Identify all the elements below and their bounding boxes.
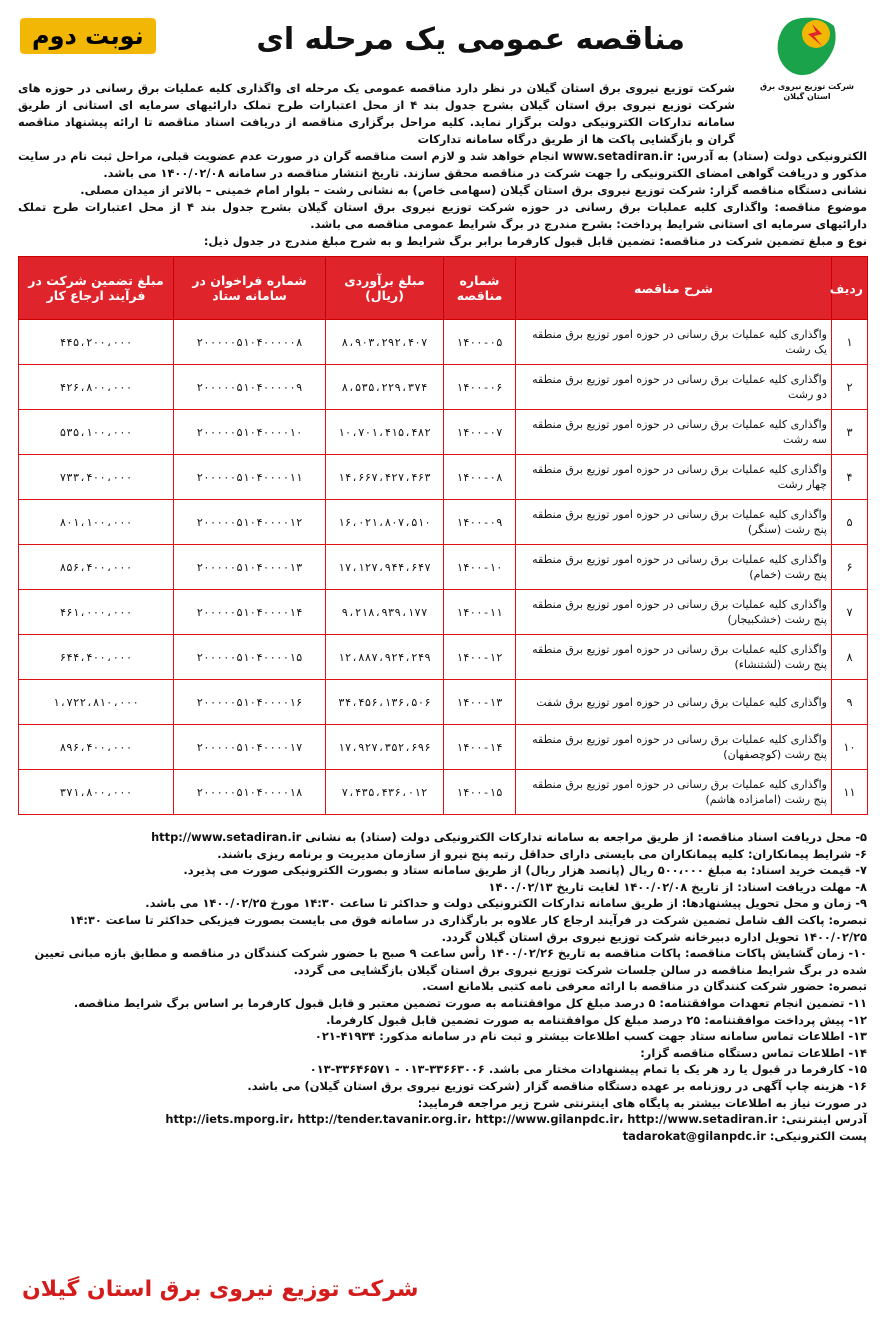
column-header: شماره مناقصه: [444, 257, 516, 320]
estimated-amount: ۸،۹۰۳،۲۹۲،۴۰۷: [326, 320, 444, 365]
table-row: [19, 320, 868, 365]
guarantee-amount: ۴۶۱،۰۰۰،۰۰۰: [19, 590, 174, 635]
row-description: واگذاری کلیه عملیات برق رسانی در حوزه امور توزیع برق منطقه پنج رشت (امامزاده هاشم): [516, 770, 832, 815]
condition-item: ۱۶- هزینه چاپ آگهی در روزنامه بر عهده دستگاه مناقصه گزار (شرکت توزیع نیروی برق استان گیلان) می باشد.: [247, 1078, 867, 1093]
setad-call-number: ۲۰۰۰۰۰۵۱۰۴۰۰۰۰۱۷: [174, 725, 326, 770]
setad-call-number: ۲۰۰۰۰۰۵۱۰۴۰۰۰۰۱۳: [174, 545, 326, 590]
condition-item: ۱۱- تضمین انجام تعهدات موافقتنامه: ۵ درصد مبلغ کل موافقتنامه به صورت تضمین معتبر و قابل قبول کارفرما بر اساس برگ شرایط مناقصه.: [73, 995, 867, 1010]
setad-call-number: ۲۰۰۰۰۰۵۱۰۴۰۰۰۰۱۱: [174, 455, 326, 500]
setad-call-number: ۲۰۰۰۰۰۵۱۰۴۰۰۰۰۱۲: [174, 500, 326, 545]
condition-item: ۹- زمان و محل تحویل پیشنهادها: از طریق سامانه تدارکات الکترونیکی دولت و حداکثر تا ساعت ۱۴:۳۰ مورخ ۱۴۰۰/۰۲/۲۵ می باشد.: [145, 896, 867, 911]
estimated-amount: ۹،۲۱۸،۹۳۹،۱۷۷: [326, 590, 444, 635]
condition-item: ۱۵- کارفرما در قبول یا رد هر یک یا تمام پیشنهادات مختار می باشد. ۳۳۶۶۳۰۰۶-۰۱۳ - ۳۳۶۴۶۵۷۱-۰۱۳: [309, 1062, 867, 1077]
condition-item: ۵- محل دریافت اسناد مناقصه: از طریق مراجعه به سامانه تدارکات الکترونیکی دولت (ستاد) به نشانی http://www.setadiran.ir: [151, 830, 867, 844]
table-row: [19, 455, 868, 500]
estimated-amount: ۸،۵۳۵،۲۲۹،۳۷۴: [326, 365, 444, 410]
estimated-amount: ۱۴،۶۶۷،۴۲۷،۴۶۳: [326, 455, 444, 500]
condition-item: ۱۲- پیش پرداخت موافقتنامه: ۲۵ درصد مبلغ کل موافقتنامه به صورت تضمین قابل قبول کارفرما.: [326, 1012, 867, 1027]
tender-number: ۱۴۰۰-۱۵: [444, 770, 516, 815]
table-row: [19, 410, 868, 455]
row-description: واگذاری کلیه عملیات برق رسانی در حوزه امور توزیع برق منطقه یک رشت: [516, 320, 832, 365]
intro-paragraph-4: موضوع مناقصه: واگذاری کلیه عملیات برق رسانی در حوزه شرکت توزیع نیروی برق استان گیلان بشرح جدول بند ۴ از محل اعتبارات طرح تملک دارائیهای سرمایه ای استانی شرایط پرداخت: بشرح مندرج در برگ شرایط عمومی مناقصه می باشد.: [18, 200, 868, 231]
intro-top: [10, 80, 875, 148]
header: [10, 10, 875, 101]
condition-item: ۷- قیمت خرید اسناد: به مبلغ ۵۰۰،۰۰۰ ریال (پانصد هزار ریال) از طریق سامانه ستاد و بصورت الکترونیکی صورت می پذیرد.: [183, 863, 867, 878]
tender-number: ۱۴۰۰-۱۱: [444, 590, 516, 635]
setad-call-number: ۲۰۰۰۰۰۵۱۰۴۰۰۰۰۰۸: [174, 320, 326, 365]
table-row: [19, 590, 868, 635]
guarantee-amount: ۳۷۱،۸۰۰،۰۰۰: [19, 770, 174, 815]
conditions-list: [10, 829, 875, 1111]
guarantee-amount: ۱،۷۲۲،۸۱۰،۰۰۰: [19, 680, 174, 725]
guarantee-amount: ۶۴۴،۴۰۰،۰۰۰: [19, 635, 174, 680]
guarantee-amount: ۵۳۵،۱۰۰،۰۰۰: [19, 410, 174, 455]
condition-item: ۱۳- اطلاعات تماس سامانه ستاد جهت کسب اطلاعات بیشتر و ثبت نام در سامانه مذکور: ۴۱۹۳۴-۰۲۱: [314, 1029, 867, 1044]
tender-number: ۱۴۰۰-۰۷: [444, 410, 516, 455]
condition-item: ۸- مهلت دریافت اسناد: از تاریخ ۱۴۰۰/۰۲/۰۸ لغایت تاریخ ۱۴۰۰/۰۲/۱۳: [488, 879, 867, 894]
links-line: [18, 1111, 867, 1128]
row-description: واگذاری کلیه عملیات برق رسانی در حوزه امور توزیع برق منطقه پنج رشت (لشتنشاء): [516, 635, 832, 680]
table-row: [19, 545, 868, 590]
estimated-amount: ۱۷،۹۲۷،۳۵۲،۶۹۶: [326, 725, 444, 770]
round-badge: نوبت دوم: [20, 18, 156, 54]
setad-call-number: ۲۰۰۰۰۰۵۱۰۴۰۰۰۰۱۴: [174, 590, 326, 635]
row-index: ۳: [832, 410, 868, 455]
row-description: واگذاری کلیه عملیات برق رسانی در حوزه امور توزیع برق شفت: [516, 680, 832, 725]
row-index: ۵: [832, 500, 868, 545]
row-index: ۲: [832, 365, 868, 410]
row-index: ۱۰: [832, 725, 868, 770]
guarantee-amount: ۴۲۶،۸۰۰،۰۰۰: [19, 365, 174, 410]
contact-block: [10, 1111, 875, 1144]
intro-paragraph-1: شرکت توزیع نیروی برق استان گیلان در نظر دارد مناقصه عمومی یک مرحله ای واگذاری کلیه عملیات برق رسانی در حوزه های شرکت توزیع نیروی برق استان گیلان بشرح جدول بند ۴ از محل اعتبارات طرح تملک دارائیهای سرمایه ای استانی از طریق سامانه تدارکات الکترونیکی دولت برگزار نماید. کلیه مراحل برگزاری مناقصه از دریافت اسناد مناقصه تا ارائه پیشنهاد مناقصه گران و بازگشایی پاکت ها از طریق درگاه سامانه تدارکات: [18, 81, 735, 146]
row-description: واگذاری کلیه عملیات برق رسانی در حوزه امور توزیع برق منطقه پنج رشت (خمام): [516, 545, 832, 590]
row-index: ۶: [832, 545, 868, 590]
estimated-amount: ۱۰،۷۰۱،۴۱۵،۴۸۲: [326, 410, 444, 455]
tender-number: ۱۴۰۰-۱۳: [444, 680, 516, 725]
page-title: مناقصه عمومی یک مرحله ای: [256, 22, 685, 57]
intro-rest: [10, 148, 875, 250]
row-index: ۴: [832, 455, 868, 500]
row-description: واگذاری کلیه عملیات برق رسانی در حوزه امور توزیع برق منطقه دو رشت: [516, 365, 832, 410]
column-header: ردیف: [832, 257, 868, 320]
row-description: واگذاری کلیه عملیات برق رسانی در حوزه امور توزیع برق منطقه پنج رشت (سنگر): [516, 500, 832, 545]
gilan-map-logo-icon: [772, 12, 842, 82]
guarantee-amount: ۸۵۶،۴۰۰،۰۰۰: [19, 545, 174, 590]
logo-caption: شرکت توزیع نیروی برق استان گیلان: [759, 82, 855, 101]
estimated-amount: ۳۴،۴۵۶،۱۳۶،۵۰۶: [326, 680, 444, 725]
row-description: واگذاری کلیه عملیات برق رسانی در حوزه امور توزیع برق منطقه سه رشت: [516, 410, 832, 455]
guarantee-amount: ۴۴۵،۲۰۰،۰۰۰: [19, 320, 174, 365]
table-row: [19, 725, 868, 770]
table-row: [19, 770, 868, 815]
guarantee-amount: ۸۰۱،۱۰۰،۰۰۰: [19, 500, 174, 545]
table-row: [19, 500, 868, 545]
condition-item: تبصره: حضور شرکت کنندگان در مناقصه با ارائه معرفی نامه کتبی بلامانع است.: [422, 979, 867, 994]
tender-number: ۱۴۰۰-۱۴: [444, 725, 516, 770]
row-index: ۷: [832, 590, 868, 635]
condition-item: تبصره: پاکت الف شامل تضمین شرکت در فرآیند ارجاع کار علاوه بر بارگذاری در سامانه فوق می بایست بصورت فیزیکی حداکثر تا ساعت ۱۴:۳۰ ۱۴۰۰/۰۲/۲۵ تحویل اداره دبیرخانه شرکت توزیع نیروی برق استان گیلان گردد.: [69, 912, 867, 944]
column-header: شرح مناقصه: [516, 257, 832, 320]
row-description: واگذاری کلیه عملیات برق رسانی در حوزه امور توزیع برق منطقه پنج رشت (خشکبیجار): [516, 590, 832, 635]
condition-item: ۱۴- اطلاعات تماس دستگاه مناقصه گزار:: [640, 1045, 867, 1060]
guarantee-amount: ۸۹۶،۴۰۰،۰۰۰: [19, 725, 174, 770]
tender-number: ۱۴۰۰-۱۲: [444, 635, 516, 680]
company-logo: [747, 12, 867, 110]
column-header: مبلغ برآوردی (ریال): [326, 257, 444, 320]
tender-notice: [10, 10, 875, 1310]
estimated-amount: ۷،۴۳۵،۴۳۶،۰۱۲: [326, 770, 444, 815]
table-row: [19, 680, 868, 725]
table-body: [19, 320, 868, 815]
row-index: ۹: [832, 680, 868, 725]
estimated-amount: ۱۲،۸۸۷،۹۲۴،۲۴۹: [326, 635, 444, 680]
row-description: واگذاری کلیه عملیات برق رسانی در حوزه امور توزیع برق منطقه چهار رشت: [516, 455, 832, 500]
tender-number: ۱۴۰۰-۱۰: [444, 545, 516, 590]
footer-company-name: شرکت توزیع نیروی برق استان گیلان: [22, 1277, 419, 1302]
tender-number: ۱۴۰۰-۰۹: [444, 500, 516, 545]
column-header: مبلغ تضمین شرکت در فرآیند ارجاع کار: [19, 257, 174, 320]
row-index: ۱: [832, 320, 868, 365]
intro-paragraph-3: نشانی دستگاه مناقصه گزار: شرکت توزیع نیروی برق استان گیلان (سهامی خاص) به نشانی رشت – بلوار امام خمینی – بالاتر از میدان مصلی.: [80, 183, 867, 197]
intro-paragraph-5: نوع و مبلغ تضمین شرکت در مناقصه: تضمین قابل قبول کارفرما برابر برگ شرایط و به شرح مبلغ مندرج در جدول ذیل:: [203, 234, 867, 248]
row-index: ۸: [832, 635, 868, 680]
tender-table: [18, 256, 868, 815]
condition-item: ۱۰- زمان گشایش پاکات مناقصه: پاکات مناقصه به تاریخ ۱۴۰۰/۰۲/۲۶ رأس ساعت ۹ صبح با حضور شرکت کنندگان در مناقصه و مطابق بازه مبانی تعیین شده در برگ شرایط مناقصه در سالن جلسات شرکت توزیع نیروی برق استان گیلان بازگشایی می گردد.: [34, 946, 867, 977]
email-value[interactable]: tadarokat@gilanpdc.ir: [622, 1128, 766, 1143]
links-value[interactable]: http://iets.mporg.ir، http://tender.tavanir.org.ir، http://www.gilanpdc.ir، http://www.setadiran.ir: [165, 1112, 778, 1127]
email-line: [18, 1128, 867, 1145]
setad-call-number: ۲۰۰۰۰۰۵۱۰۴۰۰۰۰۱۰: [174, 410, 326, 455]
email-label: پست الکترونیکی:: [769, 1128, 867, 1143]
estimated-amount: ۱۶،۰۲۱،۸۰۷،۵۱۰: [326, 500, 444, 545]
table-row: [19, 365, 868, 410]
setad-call-number: ۲۰۰۰۰۰۵۱۰۴۰۰۰۰۱۵: [174, 635, 326, 680]
condition-item: ۶- شرایط پیمانکاران: کلیه پیمانکاران می بایستی دارای حداقل رتبه پنج نیرو از سازمان مدیریت و برنامه ریزی باشند.: [217, 846, 867, 861]
tender-number: ۱۴۰۰-۰۶: [444, 365, 516, 410]
table-header-row: [19, 257, 868, 320]
row-index: ۱۱: [832, 770, 868, 815]
tender-number: ۱۴۰۰-۰۵: [444, 320, 516, 365]
tender-number: ۱۴۰۰-۰۸: [444, 455, 516, 500]
row-description: واگذاری کلیه عملیات برق رسانی در حوزه امور توزیع برق منطقه پنج رشت (کوچصفهان): [516, 725, 832, 770]
links-label: آدرس اینترنتی:: [781, 1112, 867, 1127]
setad-call-number: ۲۰۰۰۰۰۵۱۰۴۰۰۰۰۰۹: [174, 365, 326, 410]
table-row: [19, 635, 868, 680]
intro-paragraph-2: الکترونیکی دولت (ستاد) به آدرس: www.setadiran.ir انجام خواهد شد و لازم است مناقصه گران در صورت عدم عضویت قبلی، مراحل ثبت نام در سایت مذکور و دریافت گواهی امضای الکترونیکی را جهت شرکت در مناقصه محقق سازند. تاریخ انتشار مناقصه در سامانه ۱۴۰۰/۰۲/۰۸ می باشد.: [18, 149, 868, 180]
estimated-amount: ۱۷،۱۲۷،۹۴۴،۶۴۷: [326, 545, 444, 590]
condition-item: در صورت نیاز به اطلاعات بیشتر به پایگاه های اینترنتی شرح زیر مراجعه فرمایید:: [417, 1095, 867, 1110]
column-header: شماره فراخوان در سامانه ستاد: [174, 257, 326, 320]
setad-call-number: ۲۰۰۰۰۰۵۱۰۴۰۰۰۰۱۶: [174, 680, 326, 725]
setad-call-number: ۲۰۰۰۰۰۵۱۰۴۰۰۰۰۱۸: [174, 770, 326, 815]
guarantee-amount: ۷۳۳،۴۰۰،۰۰۰: [19, 455, 174, 500]
